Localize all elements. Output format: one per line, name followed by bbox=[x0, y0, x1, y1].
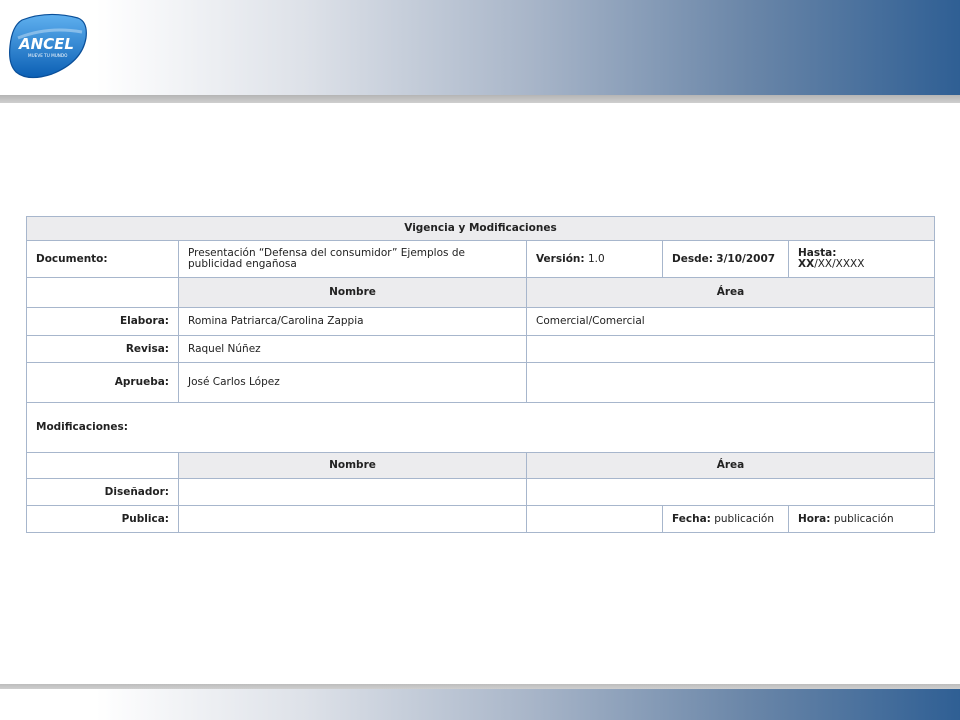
top-divider bbox=[0, 95, 960, 103]
revisa-area bbox=[527, 336, 935, 363]
publica-label: Publica: bbox=[27, 506, 179, 533]
elabora-area: Comercial/Comercial bbox=[527, 308, 935, 336]
desde-label: Desde: bbox=[672, 252, 713, 265]
publica-nombre bbox=[179, 506, 527, 533]
disenador-area bbox=[527, 479, 935, 506]
hora-cell bbox=[789, 506, 935, 533]
aprueba-area bbox=[527, 363, 935, 403]
documento-value: Presentación “Defensa del consumidor” Ejemplos de publicidad engañosa bbox=[179, 241, 527, 278]
version-cell bbox=[527, 241, 663, 278]
elabora-label: Elabora: bbox=[27, 308, 179, 336]
table-title: Vigencia y Modificaciones bbox=[27, 217, 935, 241]
hasta-value-rest: /XX/XXXX bbox=[814, 258, 865, 270]
publica-area bbox=[527, 506, 663, 533]
vigencia-table bbox=[26, 216, 935, 533]
revisa-label: Revisa: bbox=[27, 336, 179, 363]
hasta-cell bbox=[789, 241, 935, 278]
elabora-nombre: Romina Patriarca/Carolina Zappia bbox=[179, 308, 527, 336]
col-header-nombre-2: Nombre bbox=[179, 453, 527, 479]
fecha-label: Fecha: bbox=[672, 512, 711, 525]
empty-cell bbox=[27, 453, 179, 479]
version-label: Versión: bbox=[536, 252, 585, 265]
hasta-value-bold: XX bbox=[798, 258, 815, 270]
fecha-value: publicación bbox=[714, 512, 774, 525]
desde-cell bbox=[663, 241, 789, 278]
col-header-nombre: Nombre bbox=[179, 278, 527, 308]
col-header-area: Área bbox=[527, 278, 935, 308]
ancel-logo bbox=[8, 12, 90, 80]
aprueba-nombre: José Carlos López bbox=[179, 363, 527, 403]
bottom-banner bbox=[0, 689, 960, 720]
col-header-area-2: Área bbox=[527, 453, 935, 479]
fecha-cell bbox=[663, 506, 789, 533]
modificaciones-label: Modificaciones: bbox=[27, 403, 935, 453]
aprueba-label: Aprueba: bbox=[27, 363, 179, 403]
logo-tagline-text: MUEVE TU MUNDO bbox=[28, 53, 68, 58]
version-value: 1.0 bbox=[587, 252, 605, 265]
disenador-nombre bbox=[179, 479, 527, 506]
top-banner bbox=[0, 0, 960, 96]
desde-value: 3/10/2007 bbox=[716, 252, 776, 265]
hasta-label: Hasta: bbox=[798, 247, 837, 259]
revisa-nombre: Raquel Núñez bbox=[179, 336, 527, 363]
disenador-label: Diseñador: bbox=[27, 479, 179, 506]
hora-value: publicación bbox=[833, 512, 894, 525]
logo-brand-text: ANCEL bbox=[19, 35, 74, 53]
documento-label: Documento: bbox=[27, 241, 179, 278]
empty-cell bbox=[27, 278, 179, 308]
hora-label: Hora: bbox=[798, 512, 831, 525]
